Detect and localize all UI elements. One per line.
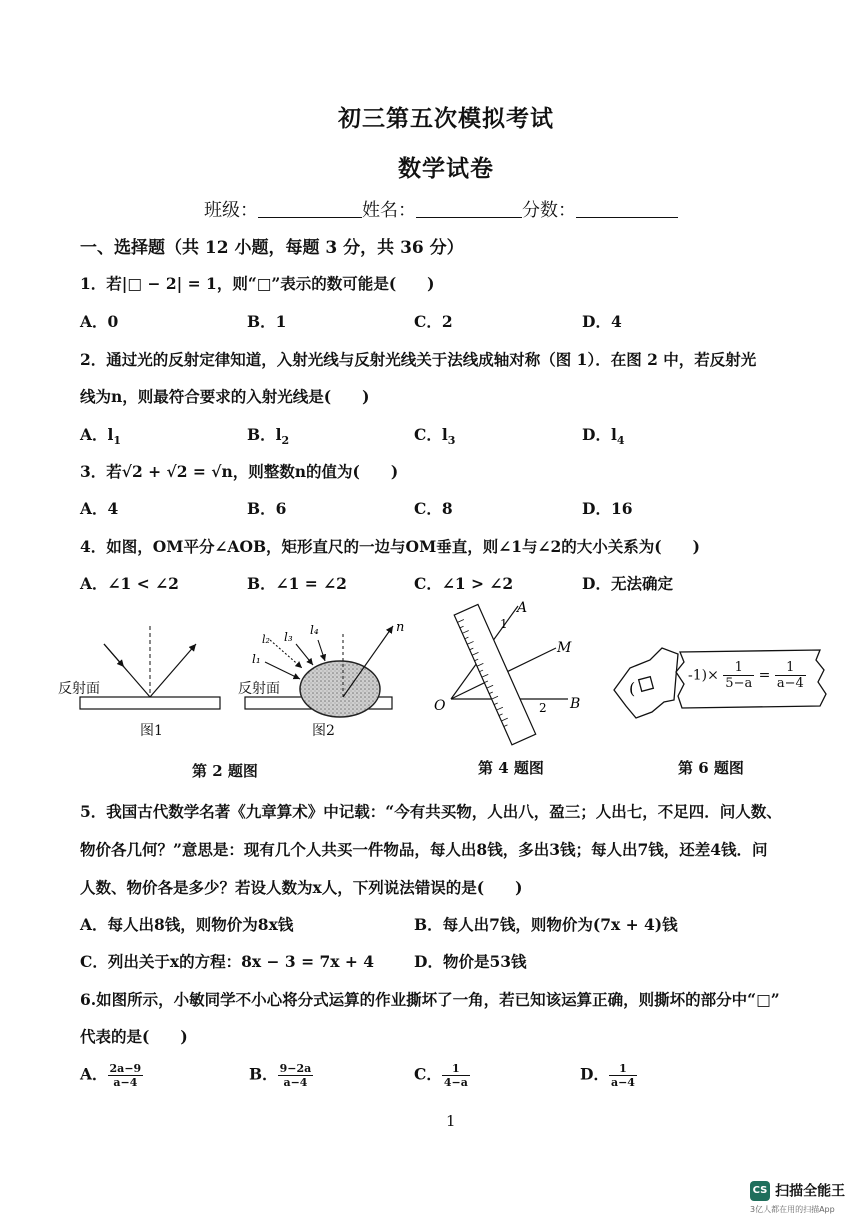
q5-option-b: B．每人出7钱，则物价为(7x + 4)钱 — [414, 915, 678, 934]
name-blank[interactable] — [416, 201, 522, 218]
fig2-ray-l1 — [265, 662, 300, 679]
fig2-label-l2: l₂ — [262, 633, 270, 646]
q5-text-line2: 物价各几何？”意思是：现有几个人共买一件物品，每人出8钱，多出3钱；每人出7钱，还差4钱．问 — [80, 840, 768, 859]
scanner-app-name: 扫描全能王 — [775, 1183, 846, 1200]
class-label: 班级： — [204, 200, 258, 221]
fig4-label-b: B — [570, 696, 581, 712]
fig1-reflected-ray — [150, 644, 196, 697]
caption-q2: 第 2 题图 — [192, 762, 258, 780]
q3-option-b: B．6 — [247, 499, 287, 518]
fig1-surface-label: 反射面 — [58, 681, 100, 697]
q5-option-a: A．每人出8钱，则物价为8x钱 — [80, 915, 294, 934]
fig2-ray-l3 — [296, 644, 313, 665]
q4-option-c: C．∠1 > ∠2 — [414, 574, 514, 593]
q4-option-d: D．无法确定 — [582, 574, 673, 593]
fig6-fraction-1: $\frac{1}{5-a}$ — [725, 660, 753, 691]
fig2-label-l3: l₃ — [284, 630, 293, 644]
q3-option-a: A．4 — [80, 499, 119, 518]
fig2-surface-label: 反射面 — [238, 681, 280, 697]
q1-option-a: A．0 — [80, 312, 119, 331]
fig4-label-a: A — [517, 600, 528, 616]
q6-option-b: B． $\frac{9-2a}{a-4}$ — [249, 1062, 312, 1089]
q4-option-a: A．∠1 < ∠2 — [80, 574, 179, 593]
q2-text-line1: 2．通过光的反射定律知道，入射光线与反射光线关于法线成轴对称（图 1）．在图 2 中，若反射光 — [80, 350, 757, 369]
page-number: 1 — [446, 1112, 456, 1130]
q1-text: 1．若|□ − 2| = 1，则“□”表示的数可能是( ) — [80, 274, 435, 293]
q2-option-d: D．$l_4$ — [582, 425, 625, 447]
scanner-logo-icon: CS — [750, 1181, 770, 1201]
fig2-caption: 图2 — [312, 723, 335, 739]
q2-option-a: A．$l_1$ — [80, 425, 122, 447]
exam-subtitle: 数学试卷 — [398, 155, 494, 182]
fig4-label-o: O — [434, 698, 446, 714]
figure-4 — [434, 600, 580, 745]
q3-text: 3．若√2 + √2 = √n，则整数n的值为( ) — [80, 462, 399, 481]
fig6-equation: -1)× $\frac{1}{5-a}$ = $\frac{1}{a-4}$ — [688, 660, 804, 691]
fig1-caption: 图1 — [140, 723, 163, 739]
q4-option-b: B．∠1 = ∠2 — [247, 574, 347, 593]
score-label: 分数： — [522, 200, 576, 221]
fig2-label-n: n — [396, 620, 405, 635]
student-info-line — [204, 196, 678, 222]
fig6-torn-corner — [614, 648, 678, 718]
q5-text-line3: 人数、物价各是多少？若设人数为x人，下列说法错误的是( ) — [80, 878, 523, 897]
q6-text-line2: 代表的是( ) — [80, 1027, 188, 1046]
q3-option-c: C．8 — [414, 499, 453, 518]
q5-text-line1: 5．我国古代数学名著《九章算术》中记载：“今有共买物，人出八，盈三；人出七，不足四．问人数、 — [80, 802, 782, 821]
fig1-incident-arrow — [104, 644, 124, 667]
fig1-mirror — [80, 697, 220, 709]
q5-option-c: C．列出关于x的方程：8x − 3 = 7x + 4 — [80, 952, 375, 971]
figure-2 — [245, 620, 404, 717]
fig4-label-m: M — [557, 640, 572, 656]
name-label: 姓名： — [362, 200, 416, 221]
q6-option-c: C． $\frac{1}{4-a}$ — [414, 1062, 468, 1089]
q3-option-d: D．16 — [582, 499, 633, 518]
fig2-ray-l4 — [318, 640, 325, 661]
q2-option-c: C．$l_3$ — [414, 425, 456, 447]
q6-text-line1: 6.如图所示，小敏同学不小心将分式运算的作业撕坏了一角，若已知该运算正确，则撕坏的部分中“□” — [80, 990, 780, 1009]
q1-option-c: C．2 — [414, 312, 453, 331]
fig2-scratched-area — [300, 661, 380, 717]
fig2-ray-l2 — [270, 640, 302, 668]
scanner-tagline: 3亿人都在用的扫描App — [750, 1205, 835, 1214]
q5-option-d: D．物价是53钱 — [414, 952, 527, 971]
q2-option-b: B．$l_2$ — [247, 425, 290, 447]
fig6-fraction-2: $\frac{1}{a-4}$ — [776, 660, 804, 691]
q4-text: 4．如图，OM平分∠AOB，矩形直尺的一边与OM垂直，则∠1与∠2的大小关系为( ) — [80, 537, 700, 556]
figure-1 — [80, 626, 220, 709]
fig4-ruler — [454, 604, 536, 744]
section-heading: 一、选择题（共 12 小题，每题 3 分，共 36 分） — [80, 238, 464, 258]
fig2-label-l1: l₁ — [252, 652, 261, 666]
score-blank[interactable] — [576, 201, 678, 218]
q6-option-d: D． $\frac{1}{a-4}$ — [580, 1062, 635, 1089]
caption-q6: 第 6 题图 — [678, 759, 744, 777]
q1-option-d: D．4 — [582, 312, 622, 331]
fig4-angle-1: 1 — [500, 617, 508, 631]
q2-text-line2: 线为n，则最符合要求的入射光线是( ) — [80, 387, 370, 406]
fig4-angle-2: 2 — [539, 701, 547, 715]
exam-title: 初三第五次模拟考试 — [338, 105, 554, 132]
class-blank[interactable] — [258, 201, 362, 218]
q1-option-b: B．1 — [247, 312, 287, 331]
scanner-watermark — [750, 1180, 845, 1201]
q6-option-a: A． $\frac{2a-9}{a-4}$ — [80, 1062, 142, 1089]
fig2-label-l4: l₄ — [310, 623, 319, 637]
caption-q4: 第 4 题图 — [478, 759, 544, 777]
fig6-paren: ( — [629, 679, 636, 698]
